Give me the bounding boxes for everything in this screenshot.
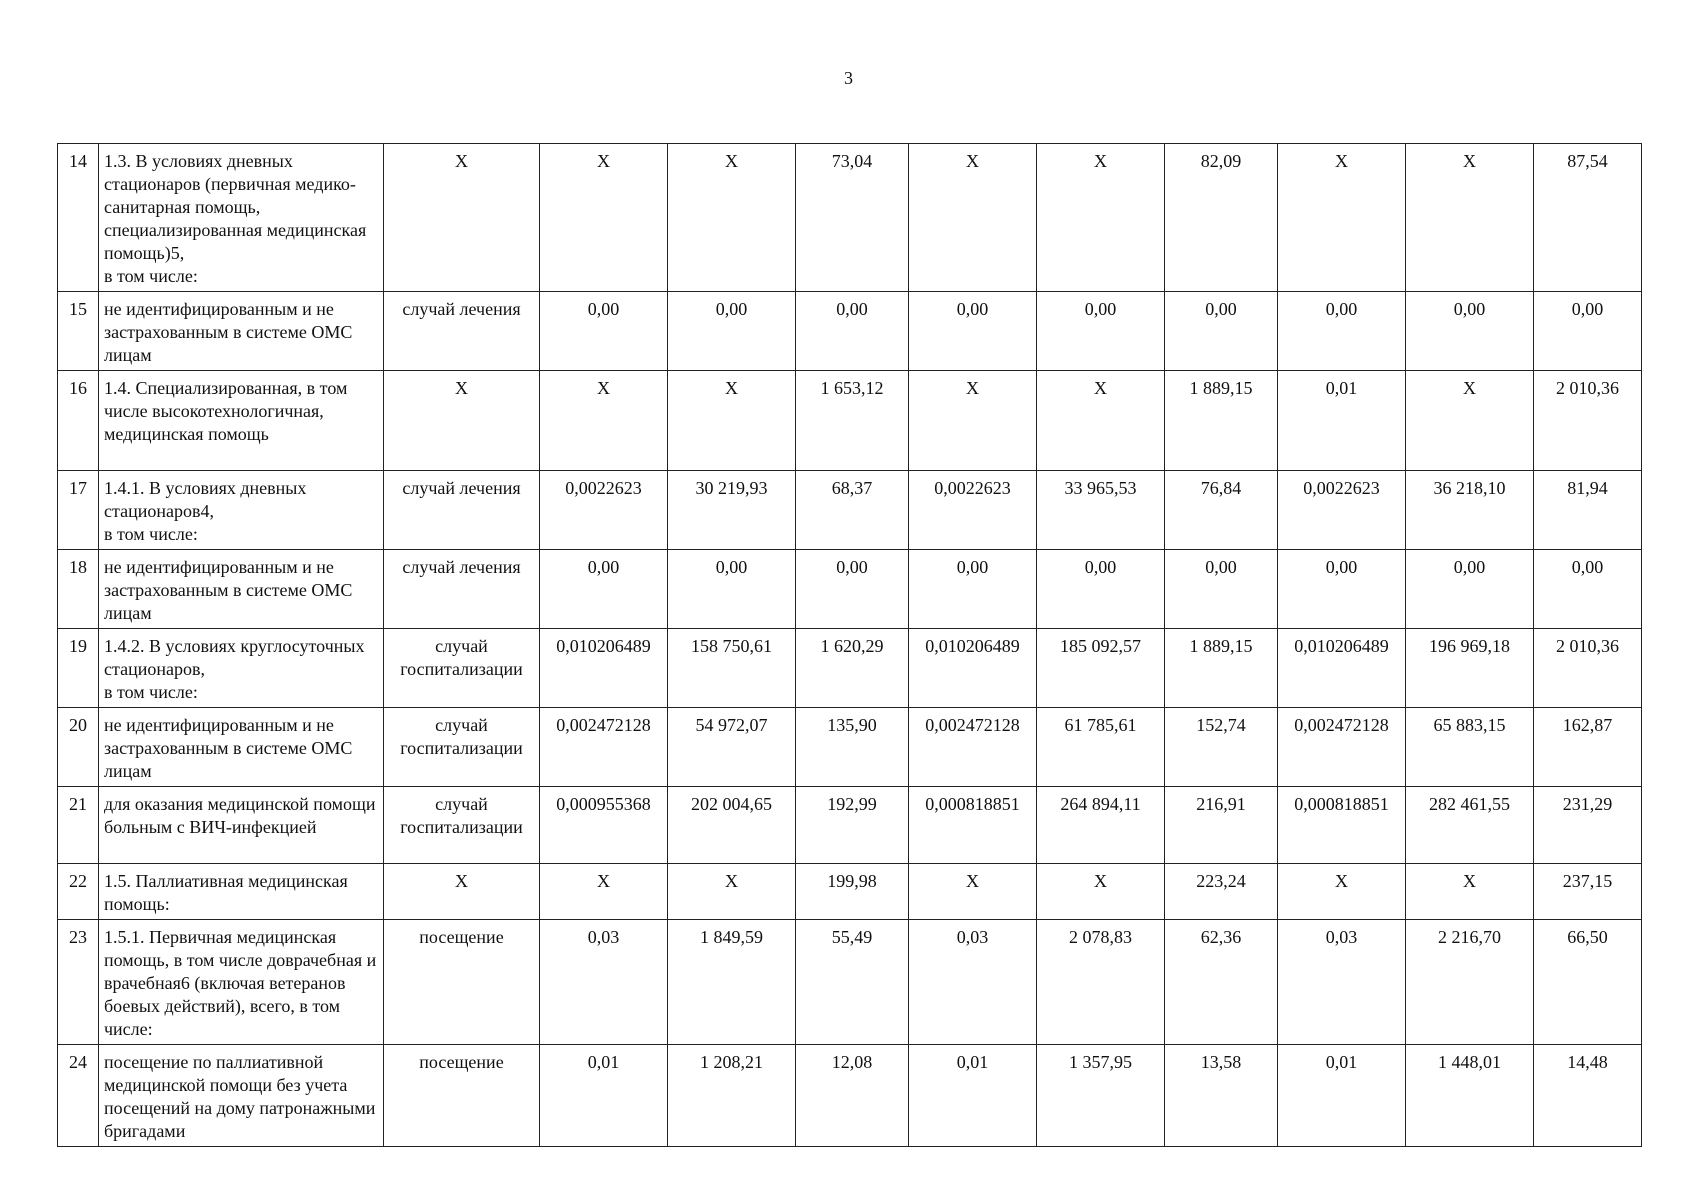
row-name: 1.4. Специализированная, в том числе высокотехнологичная, медицинская помощь: [99, 371, 384, 471]
row-number: 18: [58, 550, 99, 629]
row-number: 19: [58, 629, 99, 708]
value-cell: 0,03: [1278, 920, 1406, 1045]
row-number: 21: [58, 787, 99, 864]
row-number: 23: [58, 920, 99, 1045]
value-cell: 199,98: [796, 864, 909, 920]
row-number: 20: [58, 708, 99, 787]
row-unit: посещение: [384, 920, 540, 1045]
table-row: [58, 629, 1642, 708]
value-cell: 0,00: [1534, 550, 1642, 629]
value-cell: 0,03: [909, 920, 1037, 1045]
value-cell: 264 894,11: [1037, 787, 1165, 864]
value-cell: 192,99: [796, 787, 909, 864]
table-row: [58, 787, 1642, 864]
value-cell: 223,24: [1165, 864, 1278, 920]
value-cell: 1 620,29: [796, 629, 909, 708]
row-unit: Х: [384, 864, 540, 920]
row-unit: посещение: [384, 1045, 540, 1147]
value-cell: 0,000955368: [540, 787, 668, 864]
value-cell: 61 785,61: [1037, 708, 1165, 787]
row-unit: случай лечения: [384, 292, 540, 371]
value-cell: 135,90: [796, 708, 909, 787]
data-table: [57, 143, 1642, 1147]
value-cell: 33 965,53: [1037, 471, 1165, 550]
value-cell: 0,00: [796, 550, 909, 629]
value-cell: Х: [540, 864, 668, 920]
value-cell: Х: [540, 144, 668, 292]
value-cell: 1 849,59: [668, 920, 796, 1045]
table-row: [58, 144, 1642, 292]
row-name: 1.4.1. В условиях дневных стационаров4, в том числе:: [99, 471, 384, 550]
value-cell: 0,010206489: [909, 629, 1037, 708]
value-cell: 14,48: [1534, 1045, 1642, 1147]
value-cell: 282 461,55: [1406, 787, 1534, 864]
value-cell: 1 889,15: [1165, 629, 1278, 708]
row-name: 1.4.2. В условиях круглосуточных стационаров, в том числе:: [99, 629, 384, 708]
value-cell: 0,002472128: [1278, 708, 1406, 787]
value-cell: 66,50: [1534, 920, 1642, 1045]
value-cell: 0,0022623: [909, 471, 1037, 550]
value-cell: 87,54: [1534, 144, 1642, 292]
table-row: [58, 864, 1642, 920]
value-cell: 2 216,70: [1406, 920, 1534, 1045]
value-cell: 0,002472128: [540, 708, 668, 787]
value-cell: 0,00: [1037, 292, 1165, 371]
value-cell: Х: [668, 371, 796, 471]
value-cell: Х: [909, 144, 1037, 292]
value-cell: 36 218,10: [1406, 471, 1534, 550]
value-cell: 0,00: [1278, 292, 1406, 371]
value-cell: 0,03: [540, 920, 668, 1045]
row-number: 17: [58, 471, 99, 550]
row-name: не идентифицированным и не застрахованным в системе ОМС лицам: [99, 550, 384, 629]
value-cell: 0,000818851: [1278, 787, 1406, 864]
value-cell: 0,01: [909, 1045, 1037, 1147]
value-cell: 0,0022623: [1278, 471, 1406, 550]
value-cell: 0,01: [1278, 371, 1406, 471]
value-cell: Х: [1406, 144, 1534, 292]
value-cell: 202 004,65: [668, 787, 796, 864]
value-cell: 0,00: [909, 550, 1037, 629]
row-number: 22: [58, 864, 99, 920]
value-cell: 0,00: [1165, 550, 1278, 629]
value-cell: 0,000818851: [909, 787, 1037, 864]
value-cell: 1 357,95: [1037, 1045, 1165, 1147]
row-number: 16: [58, 371, 99, 471]
value-cell: 0,010206489: [540, 629, 668, 708]
row-name: 1.5. Паллиативная медицинская помощь:: [99, 864, 384, 920]
value-cell: 162,87: [1534, 708, 1642, 787]
value-cell: 0,00: [909, 292, 1037, 371]
value-cell: 196 969,18: [1406, 629, 1534, 708]
value-cell: 1 653,12: [796, 371, 909, 471]
value-cell: 237,15: [1534, 864, 1642, 920]
value-cell: 185 092,57: [1037, 629, 1165, 708]
value-cell: 0,00: [1406, 550, 1534, 629]
table-row: [58, 371, 1642, 471]
value-cell: 0,01: [540, 1045, 668, 1147]
value-cell: 0,00: [1406, 292, 1534, 371]
value-cell: Х: [668, 864, 796, 920]
value-cell: 0,00: [668, 292, 796, 371]
value-cell: 54 972,07: [668, 708, 796, 787]
row-unit: случай госпитализации: [384, 787, 540, 864]
value-cell: 1 208,21: [668, 1045, 796, 1147]
value-cell: 0,010206489: [1278, 629, 1406, 708]
value-cell: Х: [1037, 371, 1165, 471]
value-cell: 81,94: [1534, 471, 1642, 550]
value-cell: 0,002472128: [909, 708, 1037, 787]
value-cell: Х: [1037, 144, 1165, 292]
value-cell: 0,00: [1165, 292, 1278, 371]
value-cell: Х: [909, 864, 1037, 920]
value-cell: 76,84: [1165, 471, 1278, 550]
value-cell: 65 883,15: [1406, 708, 1534, 787]
value-cell: 0,0022623: [540, 471, 668, 550]
value-cell: Х: [1406, 371, 1534, 471]
row-name: не идентифицированным и не застрахованным в системе ОМС лицам: [99, 292, 384, 371]
value-cell: 2 010,36: [1534, 371, 1642, 471]
value-cell: 0,00: [796, 292, 909, 371]
row-unit: случай госпитализации: [384, 708, 540, 787]
value-cell: 55,49: [796, 920, 909, 1045]
row-unit: случай лечения: [384, 550, 540, 629]
page-number: 3: [844, 68, 853, 88]
value-cell: 1 448,01: [1406, 1045, 1534, 1147]
value-cell: 12,08: [796, 1045, 909, 1147]
table-row: [58, 1045, 1642, 1147]
value-cell: 30 219,93: [668, 471, 796, 550]
value-cell: 68,37: [796, 471, 909, 550]
row-name: 1.3. В условиях дневных стационаров (первичная медико-санитарная помощь, специализированная медицинская помощь)5, в том числе:: [99, 144, 384, 292]
value-cell: Х: [540, 371, 668, 471]
table-row: [58, 550, 1642, 629]
value-cell: 2 078,83: [1037, 920, 1165, 1045]
row-name: для оказания медицинской помощи больным с ВИЧ-инфекцией: [99, 787, 384, 864]
value-cell: 62,36: [1165, 920, 1278, 1045]
table-row: [58, 292, 1642, 371]
row-name: посещение по паллиативной медицинской помощи без учета посещений на дому патронажными бригадами: [99, 1045, 384, 1147]
value-cell: 1 889,15: [1165, 371, 1278, 471]
value-cell: 0,00: [1037, 550, 1165, 629]
value-cell: 82,09: [1165, 144, 1278, 292]
value-cell: 158 750,61: [668, 629, 796, 708]
value-cell: Х: [1278, 144, 1406, 292]
value-cell: 0,00: [540, 292, 668, 371]
value-cell: 13,58: [1165, 1045, 1278, 1147]
value-cell: Х: [668, 144, 796, 292]
value-cell: 0,00: [1534, 292, 1642, 371]
table-row: [58, 920, 1642, 1045]
row-number: 14: [58, 144, 99, 292]
table-row: [58, 708, 1642, 787]
row-unit: Х: [384, 144, 540, 292]
value-cell: Х: [1278, 864, 1406, 920]
value-cell: 152,74: [1165, 708, 1278, 787]
value-cell: 0,00: [668, 550, 796, 629]
value-cell: 231,29: [1534, 787, 1642, 864]
value-cell: 2 010,36: [1534, 629, 1642, 708]
value-cell: 0,01: [1278, 1045, 1406, 1147]
value-cell: 216,91: [1165, 787, 1278, 864]
row-unit: случай лечения: [384, 471, 540, 550]
row-unit: случай госпитализации: [384, 629, 540, 708]
row-unit: Х: [384, 371, 540, 471]
value-cell: Х: [1406, 864, 1534, 920]
value-cell: Х: [909, 371, 1037, 471]
row-number: 15: [58, 292, 99, 371]
table-row: [58, 471, 1642, 550]
value-cell: Х: [1037, 864, 1165, 920]
row-name: 1.5.1. Первичная медицинская помощь, в том числе доврачебная и врачебная6 (включая ветеранов боевых действий), всего, в том числе:: [99, 920, 384, 1045]
value-cell: 0,00: [1278, 550, 1406, 629]
row-name: не идентифицированным и не застрахованным в системе ОМС лицам: [99, 708, 384, 787]
value-cell: 0,00: [540, 550, 668, 629]
value-cell: 73,04: [796, 144, 909, 292]
row-number: 24: [58, 1045, 99, 1147]
